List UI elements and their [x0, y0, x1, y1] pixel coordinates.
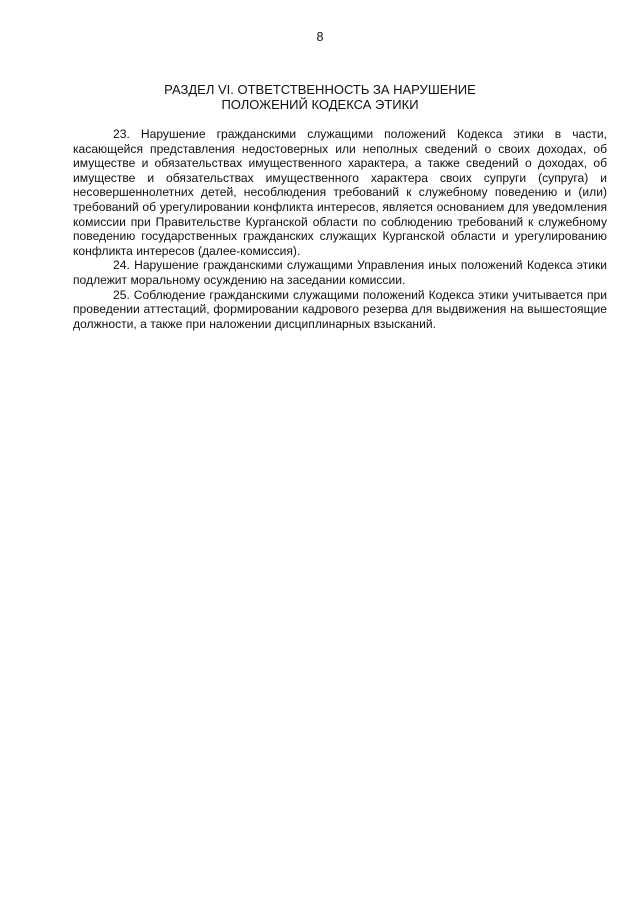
section-title-line-2: ПОЛОЖЕНИЙ КОДЕКСА ЭТИКИ — [221, 97, 419, 112]
page-number: 8 — [316, 30, 324, 44]
paragraph-24: 24. Нарушение гражданскими служащими Управления иных положений Кодекса этики подлежит моральному осуждению на заседании комиссии. — [73, 258, 607, 287]
paragraph-23: 23. Нарушение гражданскими служащими положений Кодекса этики в части, касающейся представления недостоверных или неполных сведений о своих доходах, об имуществе и обязательствах имущественного характера, а также сведений о доходах, об имуществе и обязательствах имущественного характера своих супруги (супруга) и несовершеннолетних детей, несоблюдения требований к служебному поведению и (или) требований об урегулировании конфликта интересов, является основанием для уведомления комиссии при Правительстве Курганской области по соблюдению требований к служебному поведению государственных гражданских служащих Курганской области и урегулированию конфликта интересов (далее-комиссия). — [73, 127, 607, 258]
section-title — [80, 82, 560, 112]
section-body — [73, 127, 607, 331]
section-title-line-1: РАЗДЕЛ VI. ОТВЕТСТВЕННОСТЬ ЗА НАРУШЕНИЕ — [164, 82, 476, 97]
paragraph-25: 25. Соблюдение гражданскими служащими положений Кодекса этики учитывается при проведении аттестаций, формировании кадрового резерва для выдвижения на вышестоящие должности, а также при наложении дисциплинарных взысканий. — [73, 287, 607, 331]
